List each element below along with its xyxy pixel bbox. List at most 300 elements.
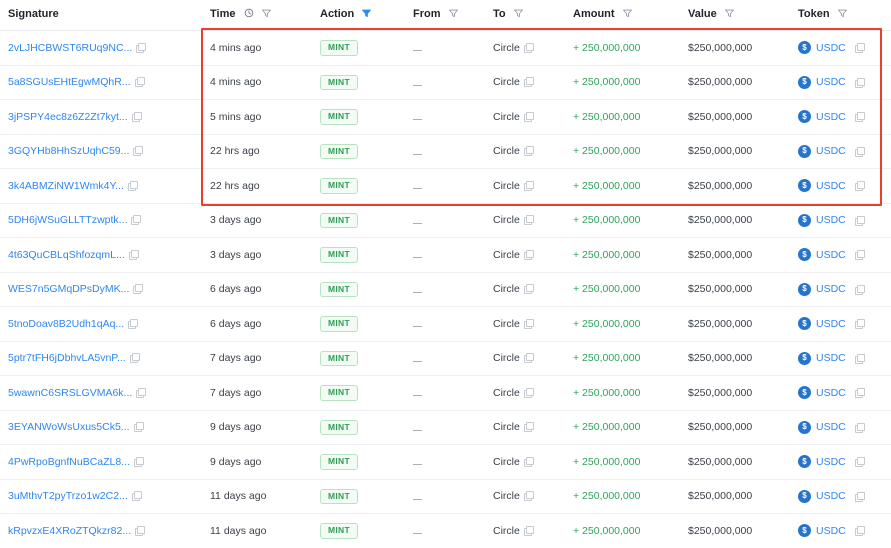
cell-to — [485, 203, 565, 238]
header-label-action: Action — [320, 8, 355, 20]
token-link[interactable]: USDC — [816, 352, 846, 365]
filter-icon-amount[interactable] — [623, 9, 632, 18]
copy-icon[interactable] — [524, 146, 533, 155]
action-badge: MINT — [320, 523, 358, 539]
token-wrapper — [798, 248, 887, 261]
token-link[interactable]: USDC — [816, 490, 846, 503]
cell-to — [485, 514, 565, 548]
cell-signature — [0, 65, 202, 100]
value-text: $250,000,000 — [688, 214, 753, 227]
clock-icon[interactable] — [244, 8, 254, 18]
action-badge: MINT — [320, 489, 358, 505]
copy-icon[interactable] — [134, 457, 143, 466]
cell-amount — [565, 479, 680, 514]
copy-icon[interactable] — [524, 250, 533, 259]
value-text: $250,000,000 — [688, 76, 753, 89]
action-badge: MINT — [320, 75, 358, 91]
copy-icon[interactable] — [133, 146, 142, 155]
time-text: 6 days ago — [210, 283, 262, 296]
signature-link[interactable]: 3GQYHb8HhSzUqhC59... — [8, 145, 130, 158]
to-text: Circle — [493, 490, 520, 503]
table-row[interactable] — [0, 479, 891, 514]
cell-token — [790, 31, 891, 66]
cell-amount — [565, 376, 680, 411]
copy-icon[interactable] — [855, 457, 864, 466]
usdc-token-icon: $ — [798, 524, 811, 537]
action-badge: MINT — [320, 247, 358, 263]
cell-time — [202, 203, 312, 238]
signature-link[interactable]: 5DH6jWSuGLLTTzwptk... — [8, 214, 128, 227]
signature-link[interactable]: 3k4ABMZiNW1Wmk4Y... — [8, 179, 124, 192]
action-badge: MINT — [320, 351, 358, 367]
table-row[interactable] — [0, 238, 891, 273]
cell-value — [680, 169, 790, 204]
from-empty-dash — [413, 527, 422, 534]
cell-signature — [0, 341, 202, 376]
copy-icon[interactable] — [133, 284, 142, 293]
cell-amount — [565, 238, 680, 273]
value-text: $250,000,000 — [688, 41, 753, 54]
token-link[interactable]: USDC — [816, 317, 846, 330]
cell-to — [485, 445, 565, 480]
copy-icon[interactable] — [855, 43, 864, 52]
cell-to — [485, 307, 565, 342]
copy-icon[interactable] — [524, 353, 533, 362]
cell-from — [405, 238, 485, 273]
cell-time — [202, 100, 312, 135]
copy-icon[interactable] — [524, 491, 533, 500]
amount-text: + 250,000,000 — [573, 214, 641, 227]
cell-value — [680, 203, 790, 238]
table-row[interactable] — [0, 341, 891, 376]
cell-action — [312, 341, 405, 376]
cell-token — [790, 65, 891, 100]
filter-icon-action[interactable] — [362, 9, 371, 18]
cell-action — [312, 100, 405, 135]
to-text: Circle — [493, 317, 520, 330]
cell-time — [202, 410, 312, 445]
signature-link[interactable]: 5tnoDoav8B2Udh1qAq... — [8, 317, 125, 330]
table-row[interactable] — [0, 514, 891, 548]
table-row[interactable] — [0, 65, 891, 100]
cell-time — [202, 514, 312, 548]
cell-to — [485, 100, 565, 135]
token-link[interactable]: USDC — [816, 145, 846, 158]
cell-amount — [565, 410, 680, 445]
action-badge: MINT — [320, 454, 358, 470]
cell-to — [485, 410, 565, 445]
copy-icon[interactable] — [855, 423, 864, 432]
cell-time — [202, 445, 312, 480]
copy-icon[interactable] — [855, 147, 864, 156]
action-badge: MINT — [320, 178, 358, 194]
signature-link[interactable]: 4t63QuCBLqShfozqmL... — [8, 248, 125, 261]
cell-token — [790, 445, 891, 480]
cell-time — [202, 169, 312, 204]
cell-signature — [0, 272, 202, 307]
table-row[interactable] — [0, 272, 891, 307]
cell-time — [202, 238, 312, 273]
copy-icon[interactable] — [855, 388, 864, 397]
from-empty-dash — [413, 113, 422, 120]
token-link[interactable]: USDC — [816, 524, 846, 537]
usdc-token-icon: $ — [798, 214, 811, 227]
amount-text: + 250,000,000 — [573, 41, 641, 54]
cell-token — [790, 203, 891, 238]
copy-icon[interactable] — [132, 112, 141, 121]
token-link[interactable]: USDC — [816, 386, 846, 399]
column-header-token — [790, 0, 891, 31]
time-text: 9 days ago — [210, 455, 262, 468]
amount-text: + 250,000,000 — [573, 179, 641, 192]
token-wrapper — [798, 145, 887, 158]
cell-token — [790, 100, 891, 135]
token-link[interactable]: USDC — [816, 455, 846, 468]
cell-token — [790, 479, 891, 514]
cell-from — [405, 514, 485, 548]
token-link[interactable]: USDC — [816, 41, 846, 54]
copy-icon[interactable] — [130, 353, 139, 362]
token-wrapper — [798, 455, 887, 468]
filter-icon-value[interactable] — [725, 9, 734, 18]
signature-link[interactable]: 4PwRpoBgnfNuBCaZL8... — [8, 455, 130, 468]
cell-token — [790, 272, 891, 307]
usdc-token-icon: $ — [798, 145, 811, 158]
cell-action — [312, 203, 405, 238]
copy-icon[interactable] — [135, 77, 144, 86]
cell-from — [405, 445, 485, 480]
cell-action — [312, 445, 405, 480]
copy-icon[interactable] — [855, 319, 864, 328]
token-wrapper — [798, 76, 887, 89]
amount-text: + 250,000,000 — [573, 386, 641, 399]
signature-link[interactable]: kRpvzxE4XRoZTQkzr82... — [8, 524, 132, 537]
copy-icon[interactable] — [129, 250, 138, 259]
copy-icon[interactable] — [128, 319, 137, 328]
copy-icon[interactable] — [128, 181, 137, 190]
cell-from — [405, 479, 485, 514]
cell-from — [405, 134, 485, 169]
table-row[interactable] — [0, 410, 891, 445]
cell-from — [405, 307, 485, 342]
action-badge: MINT — [320, 316, 358, 332]
copy-icon[interactable] — [855, 492, 864, 501]
cell-token — [790, 238, 891, 273]
column-header-signature — [0, 0, 202, 31]
usdc-token-icon: $ — [798, 386, 811, 399]
usdc-token-icon: $ — [798, 179, 811, 192]
copy-icon[interactable] — [524, 319, 533, 328]
to-text: Circle — [493, 214, 520, 227]
copy-icon[interactable] — [855, 354, 864, 363]
filter-icon-to[interactable] — [514, 9, 523, 18]
from-empty-dash — [413, 79, 422, 86]
value-text: $250,000,000 — [688, 179, 753, 192]
token-wrapper — [798, 214, 887, 227]
cell-to — [485, 272, 565, 307]
cell-time — [202, 134, 312, 169]
cell-amount — [565, 203, 680, 238]
copy-icon[interactable] — [524, 284, 533, 293]
from-empty-dash — [413, 389, 422, 396]
token-wrapper — [798, 317, 887, 330]
cell-amount — [565, 514, 680, 548]
copy-icon[interactable] — [524, 215, 533, 224]
from-empty-dash — [413, 44, 422, 51]
cell-from — [405, 31, 485, 66]
to-text: Circle — [493, 455, 520, 468]
usdc-token-icon: $ — [798, 421, 811, 434]
cell-value — [680, 514, 790, 548]
token-link[interactable]: USDC — [816, 214, 846, 227]
value-text: $250,000,000 — [688, 455, 753, 468]
value-text: $250,000,000 — [688, 421, 753, 434]
signature-link[interactable]: 5wawnC6SRSLGVMA6k... — [8, 386, 133, 399]
cell-time — [202, 376, 312, 411]
cell-action — [312, 272, 405, 307]
copy-icon[interactable] — [855, 181, 864, 190]
copy-icon[interactable] — [131, 215, 140, 224]
signature-link[interactable]: 3jPSPY4ec8z6Z2Zt7kyt... — [8, 110, 128, 123]
cell-signature — [0, 203, 202, 238]
value-text: $250,000,000 — [688, 524, 753, 537]
copy-icon[interactable] — [855, 216, 864, 225]
column-header-time — [202, 0, 312, 31]
token-wrapper — [798, 179, 887, 192]
cell-time — [202, 479, 312, 514]
value-text: $250,000,000 — [688, 248, 753, 261]
cell-signature — [0, 410, 202, 445]
amount-text: + 250,000,000 — [573, 76, 641, 89]
cell-signature — [0, 479, 202, 514]
to-text: Circle — [493, 524, 520, 537]
cell-token — [790, 376, 891, 411]
amount-text: + 250,000,000 — [573, 455, 641, 468]
token-link[interactable]: USDC — [816, 110, 846, 123]
cell-signature — [0, 134, 202, 169]
copy-icon[interactable] — [132, 491, 141, 500]
time-text: 5 mins ago — [210, 110, 262, 123]
cell-value — [680, 134, 790, 169]
to-text: Circle — [493, 352, 520, 365]
usdc-token-icon: $ — [798, 41, 811, 54]
cell-signature — [0, 376, 202, 411]
cell-signature — [0, 307, 202, 342]
to-text: Circle — [493, 283, 520, 296]
token-wrapper — [798, 352, 887, 365]
cell-amount — [565, 100, 680, 135]
filter-icon-from[interactable] — [449, 9, 458, 18]
token-wrapper — [798, 386, 887, 399]
copy-icon[interactable] — [136, 388, 145, 397]
table-row[interactable] — [0, 134, 891, 169]
cell-value — [680, 341, 790, 376]
from-empty-dash — [413, 424, 422, 431]
token-wrapper — [798, 283, 887, 296]
action-badge: MINT — [320, 282, 358, 298]
cell-from — [405, 65, 485, 100]
cell-value — [680, 445, 790, 480]
table-row[interactable] — [0, 169, 891, 204]
token-link[interactable]: USDC — [816, 421, 846, 434]
from-empty-dash — [413, 148, 422, 155]
cell-action — [312, 514, 405, 548]
cell-from — [405, 169, 485, 204]
amount-text: + 250,000,000 — [573, 421, 641, 434]
usdc-token-icon: $ — [798, 283, 811, 296]
copy-icon[interactable] — [855, 78, 864, 87]
cell-from — [405, 203, 485, 238]
table-row[interactable] — [0, 31, 891, 66]
table-row[interactable] — [0, 100, 891, 135]
cell-token — [790, 341, 891, 376]
cell-token — [790, 134, 891, 169]
signature-link[interactable]: 2vLJHCBWST6RUq9NC... — [8, 41, 133, 54]
signature-link[interactable]: WES7n5GMqDPsDyMK... — [8, 283, 130, 296]
copy-icon[interactable] — [135, 526, 144, 535]
to-text: Circle — [493, 386, 520, 399]
cell-time — [202, 272, 312, 307]
cell-to — [485, 376, 565, 411]
filter-icon-token[interactable] — [838, 9, 847, 18]
to-text: Circle — [493, 248, 520, 261]
cell-amount — [565, 272, 680, 307]
token-wrapper — [798, 421, 887, 434]
table-row[interactable] — [0, 307, 891, 342]
cell-action — [312, 410, 405, 445]
cell-action — [312, 479, 405, 514]
cell-time — [202, 307, 312, 342]
signature-link[interactable]: 3EYANWoWsUxus5Ck5... — [8, 421, 130, 434]
to-text: Circle — [493, 110, 520, 123]
time-text: 22 hrs ago — [210, 145, 260, 158]
usdc-token-icon: $ — [798, 110, 811, 123]
amount-text: + 250,000,000 — [573, 283, 641, 296]
copy-icon[interactable] — [524, 181, 533, 190]
cell-action — [312, 31, 405, 66]
from-empty-dash — [413, 493, 422, 500]
cell-token — [790, 307, 891, 342]
table-body — [0, 31, 891, 548]
amount-text: + 250,000,000 — [573, 248, 641, 261]
copy-icon[interactable] — [524, 77, 533, 86]
cell-value — [680, 410, 790, 445]
copy-icon[interactable] — [134, 422, 143, 431]
cell-token — [790, 169, 891, 204]
token-link[interactable]: USDC — [816, 76, 846, 89]
signature-link[interactable]: 5a8SGUsEHtEgwMQhR... — [8, 76, 131, 89]
amount-text: + 250,000,000 — [573, 145, 641, 158]
cell-action — [312, 376, 405, 411]
cell-time — [202, 31, 312, 66]
copy-icon[interactable] — [855, 112, 864, 121]
signature-link[interactable]: 5ptr7tFH6jDbhvLA5vnP... — [8, 352, 126, 365]
copy-icon[interactable] — [524, 43, 533, 52]
cell-amount — [565, 169, 680, 204]
time-text: 4 mins ago — [210, 76, 262, 89]
cell-amount — [565, 65, 680, 100]
usdc-token-icon: $ — [798, 76, 811, 89]
cell-signature — [0, 31, 202, 66]
table-row[interactable] — [0, 203, 891, 238]
action-badge: MINT — [320, 109, 358, 125]
time-text: 7 days ago — [210, 386, 262, 399]
copy-icon[interactable] — [855, 526, 864, 535]
copy-icon[interactable] — [524, 526, 533, 535]
from-empty-dash — [413, 355, 422, 362]
token-link[interactable]: USDC — [816, 248, 846, 261]
header-label-amount: Amount — [573, 8, 615, 20]
cell-to — [485, 238, 565, 273]
time-text: 6 days ago — [210, 317, 262, 330]
copy-icon[interactable] — [524, 457, 533, 466]
token-link[interactable]: USDC — [816, 179, 846, 192]
value-text: $250,000,000 — [688, 490, 753, 503]
token-wrapper — [798, 41, 887, 54]
time-text: 7 days ago — [210, 352, 262, 365]
to-text: Circle — [493, 76, 520, 89]
action-badge: MINT — [320, 385, 358, 401]
cell-amount — [565, 31, 680, 66]
cell-to — [485, 169, 565, 204]
cell-from — [405, 100, 485, 135]
cell-amount — [565, 307, 680, 342]
copy-icon[interactable] — [855, 250, 864, 259]
column-header-to — [485, 0, 565, 31]
cell-to — [485, 65, 565, 100]
cell-signature — [0, 100, 202, 135]
cell-to — [485, 341, 565, 376]
column-header-value — [680, 0, 790, 31]
column-header-action — [312, 0, 405, 31]
value-text: $250,000,000 — [688, 110, 753, 123]
cell-value — [680, 31, 790, 66]
header-label-to: To — [493, 8, 506, 20]
usdc-token-icon: $ — [798, 248, 811, 261]
copy-icon[interactable] — [524, 422, 533, 431]
usdc-token-icon: $ — [798, 490, 811, 503]
copy-icon[interactable] — [524, 388, 533, 397]
copy-icon[interactable] — [136, 43, 145, 52]
cell-signature — [0, 445, 202, 480]
cell-action — [312, 134, 405, 169]
cell-from — [405, 341, 485, 376]
table-row[interactable] — [0, 376, 891, 411]
filter-icon-time[interactable] — [262, 9, 271, 18]
time-text: 11 days ago — [210, 490, 267, 503]
time-text: 3 days ago — [210, 214, 262, 227]
cell-from — [405, 376, 485, 411]
copy-icon[interactable] — [524, 112, 533, 121]
signature-link[interactable]: 3uMthvT2pyTrzo1w2C2... — [8, 490, 128, 503]
copy-icon[interactable] — [855, 285, 864, 294]
time-text: 22 hrs ago — [210, 179, 260, 192]
cell-value — [680, 238, 790, 273]
cell-value — [680, 479, 790, 514]
action-badge: MINT — [320, 213, 358, 229]
time-text: 4 mins ago — [210, 41, 262, 54]
token-link[interactable]: USDC — [816, 283, 846, 296]
value-text: $250,000,000 — [688, 317, 753, 330]
amount-text: + 250,000,000 — [573, 317, 641, 330]
usdc-token-icon: $ — [798, 317, 811, 330]
action-badge: MINT — [320, 420, 358, 436]
table-row[interactable] — [0, 445, 891, 480]
cell-action — [312, 238, 405, 273]
from-empty-dash — [413, 320, 422, 327]
cell-value — [680, 100, 790, 135]
cell-to — [485, 31, 565, 66]
